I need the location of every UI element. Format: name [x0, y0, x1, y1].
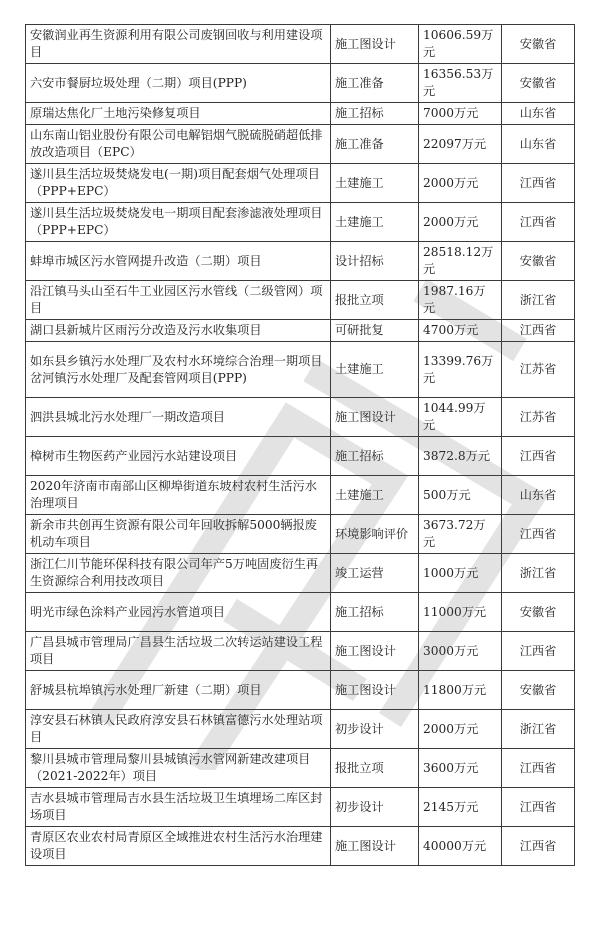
project-province-cell: 江西省	[502, 437, 575, 476]
table-row	[26, 320, 575, 342]
project-stage-cell: 初步设计	[331, 710, 419, 749]
project-name-cell: 原瑞达焦化厂土地污染修复项目	[26, 103, 331, 125]
project-name-cell: 舒城县杭埠镇污水处理厂新建（二期）项目	[26, 671, 331, 710]
project-province-cell: 浙江省	[502, 554, 575, 593]
project-name-cell: 蚌埠市城区污水管网提升改造（二期）项目	[26, 242, 331, 281]
project-stage-cell: 土建施工	[331, 342, 419, 398]
table-row	[26, 125, 575, 164]
project-province-cell: 山东省	[502, 476, 575, 515]
project-amount-cell: 3600万元	[419, 749, 502, 788]
table-row	[26, 632, 575, 671]
project-name-cell: 新余市共创再生资源有限公司年回收拆解5000辆报废机动车项目	[26, 515, 331, 554]
project-name-cell: 浙江仁川节能环保科技有限公司年产5万吨固废衍生再生资源综合利用技改项目	[26, 554, 331, 593]
table-row	[26, 203, 575, 242]
project-name-cell: 淳安县石林镇人民政府淳安县石林镇富德污水处理站项目	[26, 710, 331, 749]
table-row	[26, 342, 575, 398]
project-province-cell: 江苏省	[502, 342, 575, 398]
project-amount-cell: 2000万元	[419, 203, 502, 242]
project-amount-cell: 500万元	[419, 476, 502, 515]
project-stage-cell: 土建施工	[331, 164, 419, 203]
table-row	[26, 281, 575, 320]
project-stage-cell: 施工准备	[331, 125, 419, 164]
table-row	[26, 437, 575, 476]
table-row	[26, 164, 575, 203]
project-amount-cell: 1044.99万元	[419, 398, 502, 437]
project-province-cell: 江西省	[502, 164, 575, 203]
project-province-cell: 安徽省	[502, 242, 575, 281]
project-name-cell: 青原区农业农村局青原区全域推进农村生活污水治理建设项目	[26, 827, 331, 866]
project-province-cell: 江西省	[502, 827, 575, 866]
project-name-cell: 遂川县生活垃圾焚烧发电一期项目配套渗滤液处理项目（PPP+EPC）	[26, 203, 331, 242]
table-row	[26, 827, 575, 866]
project-province-cell: 江西省	[502, 203, 575, 242]
project-name-cell: 广昌县城市管理局广昌县生活垃圾二次转运站建设工程项目	[26, 632, 331, 671]
project-amount-cell: 1987.16万元	[419, 281, 502, 320]
table-row	[26, 476, 575, 515]
project-name-cell: 2020年济南市南部山区柳埠街道东坡村农村生活污水治理项目	[26, 476, 331, 515]
project-name-cell: 湖口县新城片区雨污分改造及污水收集项目	[26, 320, 331, 342]
project-province-cell: 山东省	[502, 125, 575, 164]
project-province-cell: 江苏省	[502, 398, 575, 437]
project-name-cell: 遂川县生活垃圾焚烧发电(一期)项目配套烟气处理项目（PPP+EPC）	[26, 164, 331, 203]
project-amount-cell: 3000万元	[419, 632, 502, 671]
project-amount-cell: 3872.8万元	[419, 437, 502, 476]
project-stage-cell: 施工图设计	[331, 398, 419, 437]
project-stage-cell: 报批立项	[331, 281, 419, 320]
project-name-cell: 黎川县城市管理局黎川县城镇污水管网新建改建项目（2021-2022年）项目	[26, 749, 331, 788]
table-row	[26, 554, 575, 593]
project-stage-cell: 设计招标	[331, 242, 419, 281]
project-province-cell: 安徽省	[502, 671, 575, 710]
table-row	[26, 242, 575, 281]
project-province-cell: 江西省	[502, 320, 575, 342]
project-stage-cell: 施工图设计	[331, 632, 419, 671]
project-stage-cell: 竣工运营	[331, 554, 419, 593]
project-name-cell: 如东县乡镇污水处理厂及农村水环境综合治理一期项目岔河镇污水处理厂及配套管网项目(PPP)	[26, 342, 331, 398]
project-stage-cell: 报批立项	[331, 749, 419, 788]
project-name-cell: 沿江镇马头山至石牛工业园区污水管线（二级管网）项目	[26, 281, 331, 320]
projects-table-body	[26, 25, 575, 866]
project-stage-cell: 施工准备	[331, 64, 419, 103]
project-province-cell: 江西省	[502, 632, 575, 671]
project-amount-cell: 28518.12万元	[419, 242, 502, 281]
project-name-cell: 六安市餐厨垃圾处理（二期）项目(PPP)	[26, 64, 331, 103]
project-name-cell: 泗洪县城北污水处理厂一期改造项目	[26, 398, 331, 437]
project-amount-cell: 2000万元	[419, 710, 502, 749]
project-amount-cell: 2000万元	[419, 164, 502, 203]
project-name-cell: 樟树市生物医药产业园污水站建设项目	[26, 437, 331, 476]
table-row	[26, 710, 575, 749]
project-amount-cell: 11800万元	[419, 671, 502, 710]
project-stage-cell: 施工图设计	[331, 827, 419, 866]
project-province-cell: 安徽省	[502, 593, 575, 632]
project-stage-cell: 施工招标	[331, 593, 419, 632]
project-province-cell: 浙江省	[502, 281, 575, 320]
project-name-cell: 山东南山铝业股份有限公司电解铝烟气脱硫脱硝超低排放改造项目（EPC）	[26, 125, 331, 164]
project-name-cell: 吉水县城市管理局吉水县生活垃圾卫生填埋场二库区封场项目	[26, 788, 331, 827]
project-amount-cell: 10606.59万元	[419, 25, 502, 64]
project-name-cell: 安徽润业再生资源利用有限公司废钢回收与利用建设项目	[26, 25, 331, 64]
project-amount-cell: 4700万元	[419, 320, 502, 342]
project-province-cell: 安徽省	[502, 25, 575, 64]
project-amount-cell: 2145万元	[419, 788, 502, 827]
project-amount-cell: 11000万元	[419, 593, 502, 632]
project-province-cell: 山东省	[502, 103, 575, 125]
project-amount-cell: 3673.72万元	[419, 515, 502, 554]
table-row	[26, 515, 575, 554]
project-amount-cell: 1000万元	[419, 554, 502, 593]
project-amount-cell: 16356.53万元	[419, 64, 502, 103]
table-row	[26, 398, 575, 437]
projects-table	[25, 24, 575, 866]
table-row	[26, 749, 575, 788]
project-province-cell: 浙江省	[502, 710, 575, 749]
project-amount-cell: 13399.76万元	[419, 342, 502, 398]
project-stage-cell: 初步设计	[331, 788, 419, 827]
project-amount-cell: 7000万元	[419, 103, 502, 125]
table-row	[26, 788, 575, 827]
table-row	[26, 25, 575, 64]
project-province-cell: 江西省	[502, 515, 575, 554]
project-province-cell: 江西省	[502, 788, 575, 827]
project-province-cell: 安徽省	[502, 64, 575, 103]
project-province-cell: 江西省	[502, 749, 575, 788]
table-row	[26, 103, 575, 125]
project-stage-cell: 土建施工	[331, 203, 419, 242]
project-name-cell: 明光市绿色涂料产业园污水管道项目	[26, 593, 331, 632]
table-row	[26, 64, 575, 103]
project-stage-cell: 施工图设计	[331, 25, 419, 64]
project-amount-cell: 40000万元	[419, 827, 502, 866]
project-stage-cell: 施工招标	[331, 103, 419, 125]
table-row	[26, 671, 575, 710]
project-amount-cell: 22097万元	[419, 125, 502, 164]
project-stage-cell: 可研批复	[331, 320, 419, 342]
project-stage-cell: 环境影响评价	[331, 515, 419, 554]
project-stage-cell: 施工图设计	[331, 671, 419, 710]
project-stage-cell: 施工招标	[331, 437, 419, 476]
project-stage-cell: 土建施工	[331, 476, 419, 515]
table-row	[26, 593, 575, 632]
